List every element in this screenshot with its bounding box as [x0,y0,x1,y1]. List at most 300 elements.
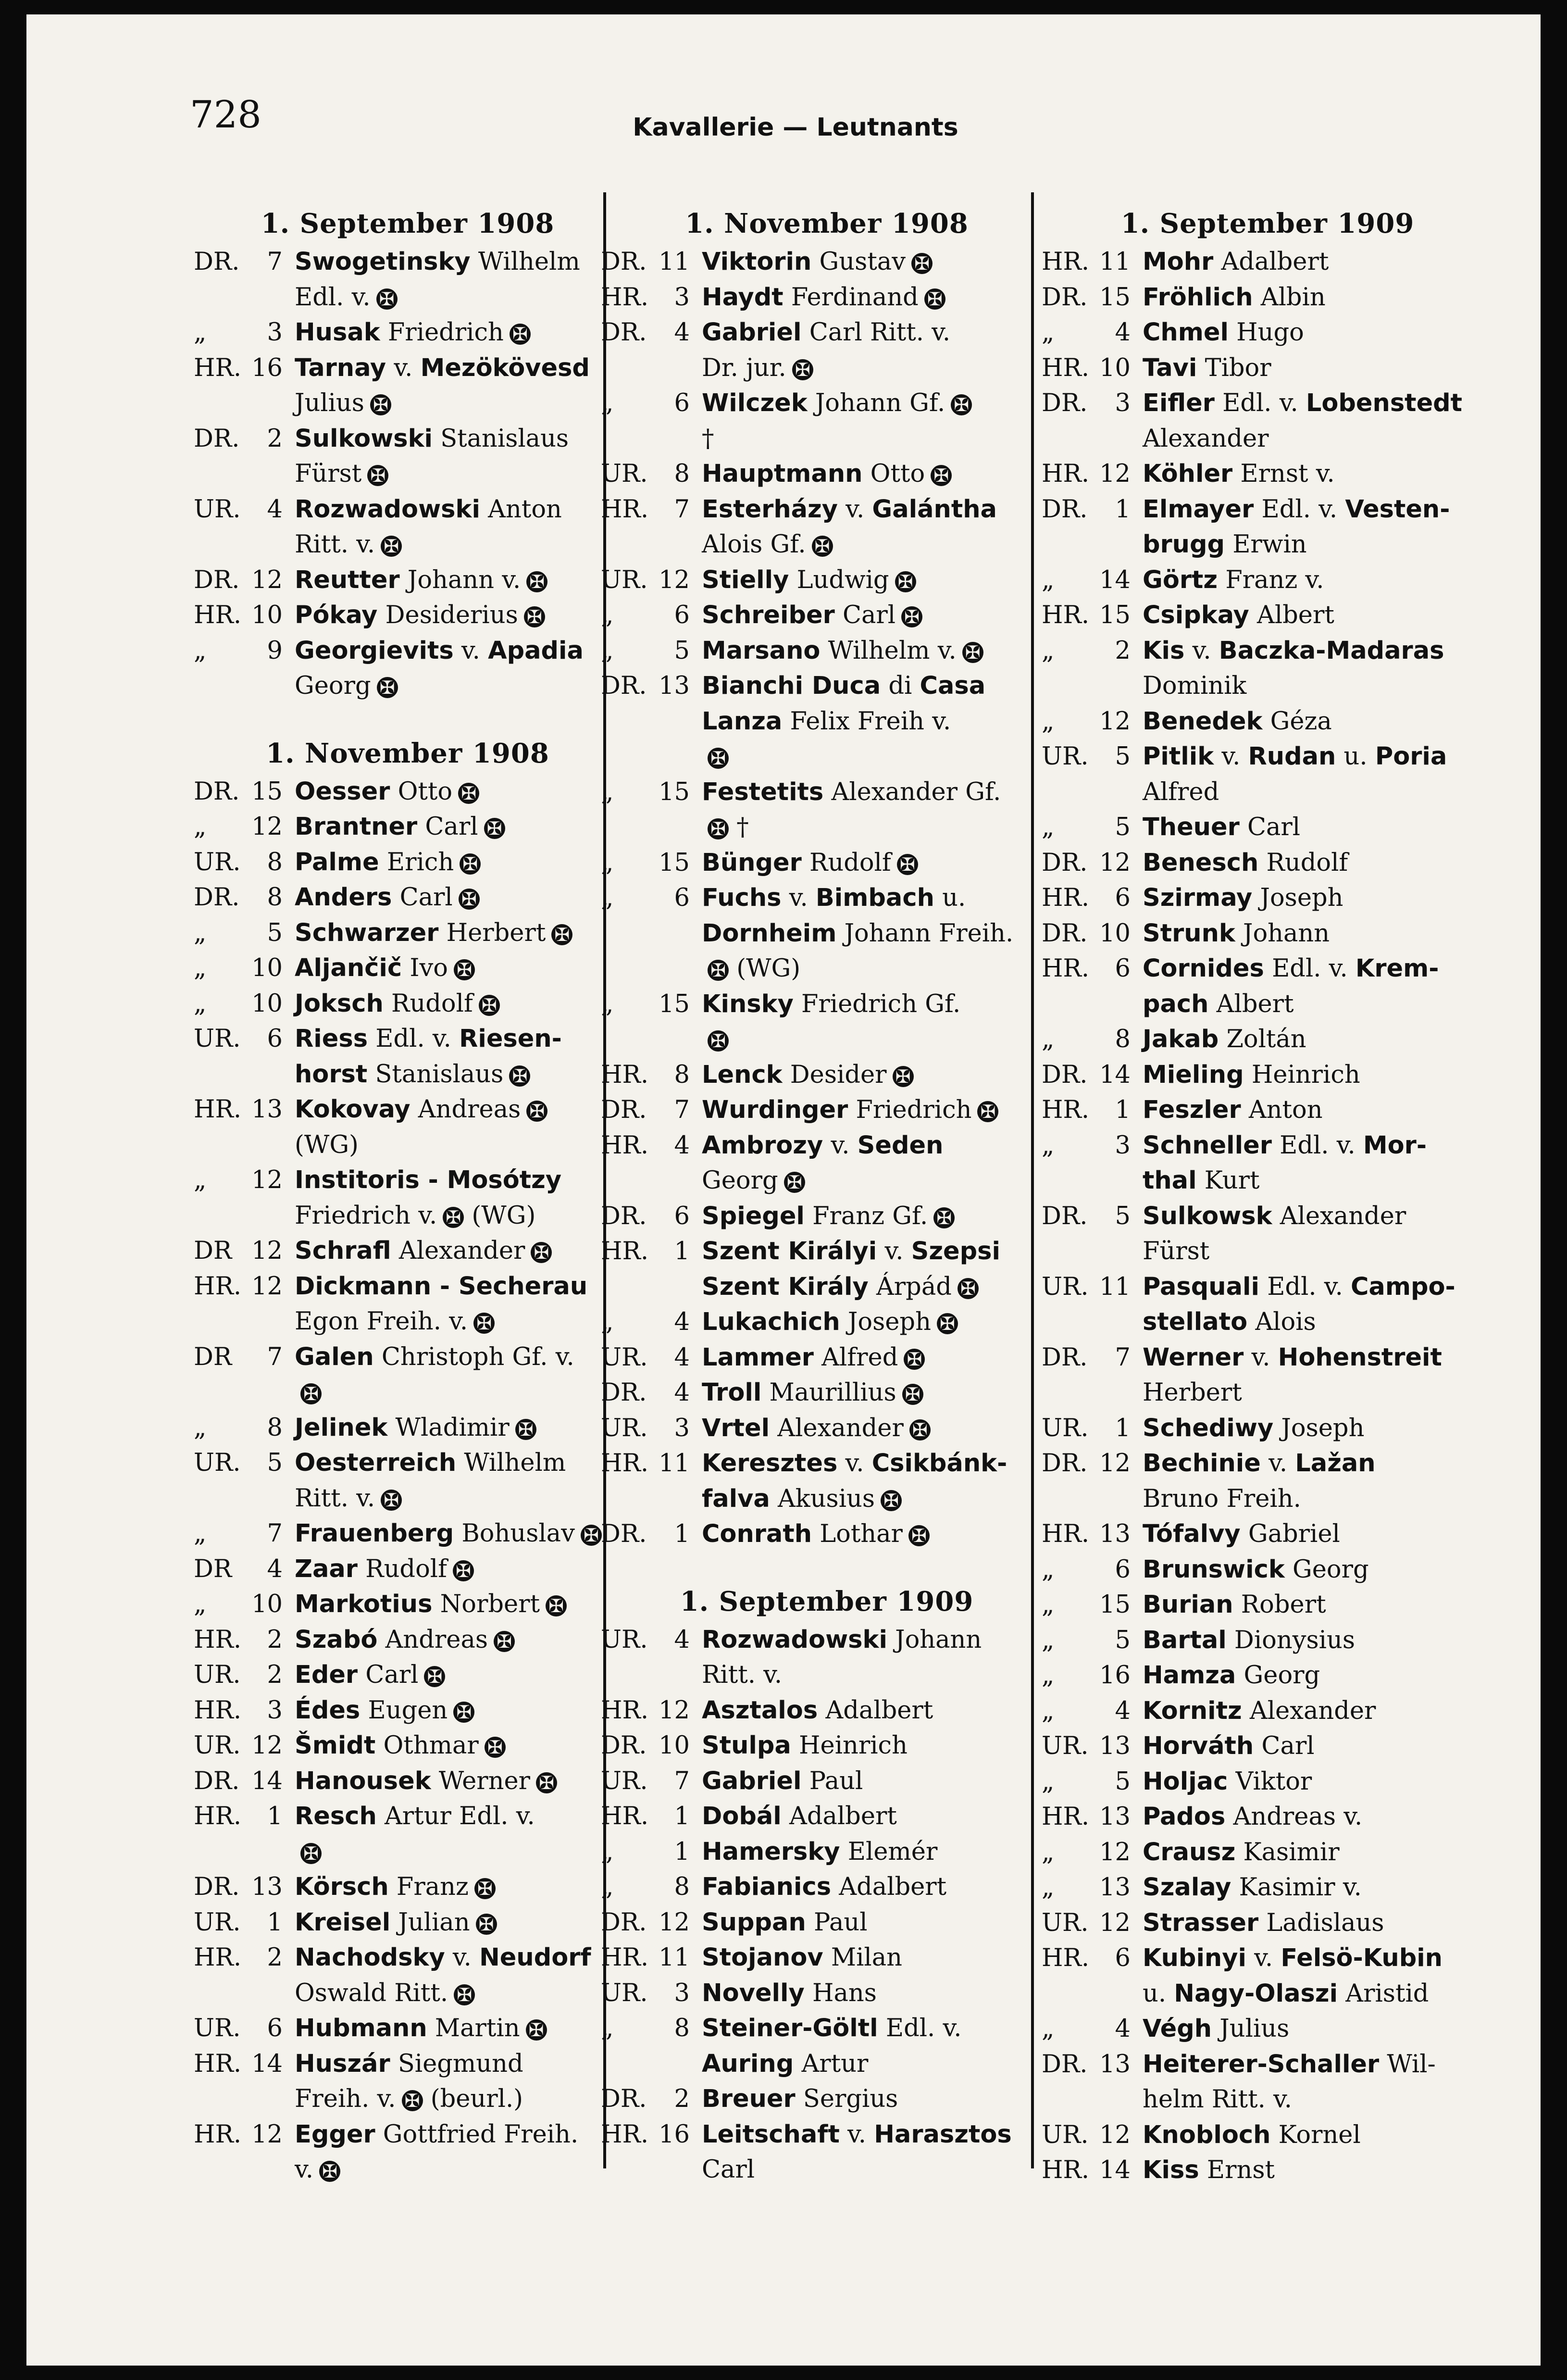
entry-text [702,248,933,276]
list-item [194,1057,622,1092]
list-item [601,704,1053,739]
list-item [194,1834,622,1870]
list-item [194,1552,622,1587]
surname: Huszár [295,2049,390,2078]
entry-text [295,248,580,276]
entry-text [1143,2121,1361,2149]
section-title: 1. November 1908 [685,208,969,239]
surname-predicate: Riesen- [459,1025,562,1053]
list-item [194,386,622,421]
decoration-cross-icon: ✠ [509,1065,530,1087]
regiment-number: 14 [1099,2156,1131,2184]
regiment-label: HR. [601,495,649,524]
entry-text [702,1943,902,1972]
surname: Oesterreich [295,1449,457,1477]
surname: Chmel [1143,318,1229,347]
list-item [194,1587,622,1622]
list-item [601,775,1053,810]
entry-detail: Aristid [1338,1979,1429,2008]
entry-detail: Kasimir [1235,1838,1340,1866]
entry-text [702,1308,958,1336]
regiment-number: 7 [1115,1343,1131,1372]
regiment-label: DR. [1042,495,1088,524]
entry-detail: Georg [1284,1555,1369,1584]
regiment-number: 2 [1115,636,1131,665]
list-item [194,527,622,563]
regiment-label: HR. [601,1449,649,1478]
list-item [194,315,622,351]
surname: Fabianics [702,1873,832,1901]
list-item [1042,1516,1493,1552]
regiment-number: 4 [674,1131,690,1160]
regiment-number: 5 [1115,1626,1131,1654]
list-item [194,1976,622,2011]
entry-detail: Herbert [438,918,546,947]
entry-detail: v. [1214,742,1248,771]
section-title: 1. September 1908 [261,208,555,239]
regiment-number: 6 [1115,1944,1131,1972]
decoration-cross-icon: ✠ [453,1560,474,1581]
entry-text [702,1767,863,1795]
entry-text [702,778,1001,806]
regiment-label: „ [1042,1626,1055,1654]
regiment-label: „ [1042,813,1055,841]
list-item [601,845,1053,881]
regiment-label: „ [601,848,614,877]
list-item [194,492,622,527]
entry-detail: Joseph [840,1308,931,1336]
regiment-number: 13 [1099,1803,1131,1831]
decoration-cross-icon: ✠ [526,2019,547,2041]
entry-detail: Joseph [1273,1414,1365,1442]
entry-detail: Ivo [402,954,448,982]
regiment-number: 12 [251,1237,283,1265]
surname: Horváth [1143,1732,1254,1760]
regiment-label: „ [1042,1767,1055,1796]
list-item [1042,668,1493,704]
list-item [194,351,622,386]
regiment-label: UR. [194,2014,241,2042]
surname: Georgievits [295,636,454,665]
entry-text [1143,1378,1242,1407]
regiment-number: 5 [267,1449,283,1477]
entry-detail: Ritt. v. [295,530,375,559]
entry-detail: Desider [782,1060,887,1089]
regiment-label: DR. [601,1378,647,1407]
regiment-number: 4 [1115,318,1131,347]
surname: Leitschaft [702,2120,840,2149]
entry-text [1143,813,1300,841]
entry-detail: Kurt [1196,1166,1260,1195]
decoration-cross-icon: ✠ [300,1843,322,1864]
entry-text [295,1696,474,1725]
surname: Lanza [702,707,783,736]
surname: Lenck [702,1060,783,1089]
entry-detail: Anton [480,495,562,524]
regiment-label: „ [1042,1555,1055,1584]
entry-detail: Herbert [1143,1378,1242,1407]
surname: Pitlik [1143,742,1214,771]
regiment-number: 7 [267,1519,283,1548]
entry-text [1143,884,1343,912]
list-item [601,1411,1053,1446]
surname: Markotius [295,1590,433,1618]
entry-text [1143,672,1246,700]
regiment-number: 12 [1099,707,1131,736]
surname: Gabriel [702,318,802,347]
list-item [601,1163,1053,1199]
surname: Eifler [1143,389,1215,417]
surname: Hubmann [295,2014,427,2042]
column-1 [194,206,622,2188]
regiment-number: 10 [251,601,283,629]
list-item [601,633,1053,669]
surname-predicate: Nagy-Olaszi [1174,1979,1338,2008]
entry-text [1143,1944,1443,1972]
regiment-label: DR. [194,1873,240,1901]
regiment-number: 2 [674,2085,690,2113]
entry-text [702,884,966,912]
entry-text [1143,1909,1384,1937]
entry-text [295,1908,497,1937]
surname: Joksch [295,989,384,1018]
list-item [1042,1163,1493,1199]
entry-text [1143,283,1326,312]
surname: Theuer [1143,813,1240,841]
entry-detail: Edl. v. [1264,954,1356,983]
list-item [601,456,1053,492]
list-item [1042,563,1493,598]
entry-text [1143,2015,1289,2043]
entry-text [295,354,590,382]
surname: Nachodsky [295,1943,445,1972]
regiment-number: 3 [674,283,690,312]
list-item [194,880,622,915]
entry-detail: Egon Freih. v. [295,1307,468,1336]
regiment-number: 11 [659,248,690,276]
regiment-number: 6 [267,1025,283,1053]
entry-text [1143,954,1439,983]
regiment-number: 4 [267,1554,283,1583]
entry-text [295,1626,515,1654]
regiment-number: 10 [1099,919,1131,948]
entry-text [295,1166,561,1194]
entry-text [295,1307,495,1336]
list-item [1042,1092,1493,1128]
surname: Kiss [1143,2156,1199,2184]
list-item [601,1092,1053,1128]
entry-detail: Albert [1249,601,1334,629]
regiment-label: „ [194,636,207,665]
regiment-label: DR. [1042,1202,1088,1230]
decoration-cross-icon: ✠ [708,748,729,769]
list-item [601,1057,1053,1093]
regiment-label: HR. [194,1943,242,1972]
entry-text [295,1202,535,1230]
regiment-number: 6 [674,1202,690,1230]
entry-detail: Fürst [295,460,362,488]
entry-detail: Artur Edl. v. [376,1802,535,1830]
list-item [601,880,1053,916]
surname: Conrath [702,1520,812,1548]
list-item [601,1940,1053,1976]
regiment-number: 13 [1099,2050,1131,2079]
list-item [601,1481,1053,1517]
entry-text [295,1519,602,1548]
regiment-label: HR. [1042,601,1090,629]
entry-text [295,318,531,347]
entry-text [1143,460,1335,488]
regiment-label: HR. [601,2120,649,2149]
decoration-cross-icon: ✠ [484,818,505,839]
entry-text [1143,1803,1362,1831]
entry-detail: Wilhelm [470,248,580,276]
regiment-number: 9 [267,636,283,665]
entry-text [1143,318,1304,347]
list-item [1042,1340,1493,1376]
entry-text [1143,389,1462,417]
entry-text [702,1378,923,1407]
surname: brugg [1143,530,1225,559]
surname-predicate: Mor- [1363,1131,1427,1160]
surname: Breuer [702,2085,796,2113]
regiment-number: 6 [1115,884,1131,912]
surname: Galen [295,1342,374,1371]
entry-text [295,1767,557,1795]
surname: Pasquali [1143,1272,1259,1301]
list-item [194,1764,622,1799]
entry-detail: Tibor [1197,353,1271,382]
regiment-label: „ [194,318,207,347]
regiment-number: 2 [267,1943,283,1972]
regiment-label: HR. [601,1060,649,1089]
regiment-label: HR. [1042,460,1090,488]
decoration-cross-icon: ✠ [931,465,952,486]
entry-text [295,1979,475,2007]
regiment-number: 15 [659,777,690,806]
surname: Heiterer-Schaller [1143,2050,1380,2079]
list-item [1042,351,1493,386]
entry-text [295,637,584,665]
surname: Suppan [702,1908,806,1937]
entry-detail: Gabriel [1240,1520,1340,1548]
regiment-label: HR. [194,353,242,382]
list-item [194,915,622,951]
regiment-number: 12 [1099,2120,1131,2149]
list-item [1042,492,1493,527]
list-item [1042,1057,1493,1093]
regiment-number: 1 [267,1802,283,1830]
regiment-label: DR [194,1237,232,1265]
regiment-number: 13 [659,672,690,700]
entry-text [1143,1555,1369,1584]
section-title: 1. September 1909 [680,1585,974,1617]
regiment-label: HR. [601,1943,649,1972]
entry-text [295,1025,562,1053]
entry-text [702,2014,961,2042]
entry-text [702,530,833,559]
entry-detail: Wladimir [387,1413,510,1442]
entry-detail: Andreas [377,1625,488,1654]
regiment-number: 12 [251,813,283,841]
regiment-number: 7 [674,1096,690,1124]
decoration-cross-icon: ✠ [402,2090,423,2111]
entry-detail: v. [823,1131,858,1160]
entry-detail: Alexander [1272,1202,1406,1230]
regiment-number: 8 [1115,1025,1131,1053]
entry-text [295,2155,340,2184]
surname: Görtz [1143,565,1218,594]
regiment-number: 3 [1115,1131,1131,1160]
list-item [1042,386,1493,421]
entry-detail: Kasimir v. [1231,1873,1362,1902]
list-item [1042,315,1493,351]
entry-detail: Rudolf [1258,848,1348,877]
entry-detail: Elemér [840,1837,938,1866]
regiment-label: UR. [601,1343,648,1372]
entry-text [295,2120,578,2149]
surname: Bünger [702,848,802,877]
regiment-label: HR. [1042,884,1090,912]
entry-detail: Edl. v. [368,1025,460,1053]
entry-detail: Johann [1235,919,1330,948]
page [26,14,1541,2366]
list-item [601,1905,1053,1941]
entry-text [1143,1237,1209,1265]
entry-text [1143,919,1330,948]
regiment-number: 8 [674,1060,690,1089]
regiment-label: DR. [1042,919,1088,948]
list-item [194,1905,622,1941]
regiment-label: UR. [1042,1908,1089,1937]
entry-detail: Viktor [1228,1767,1312,1796]
entry-detail: Johann v. [399,565,521,594]
entry-detail: Edl. v. [1271,1131,1363,1160]
entry-text [702,1696,933,1725]
regiment-number: 5 [1115,742,1131,771]
surname-predicate: Bimbach [815,884,934,912]
regiment-label: DR. [601,1520,647,1548]
surname: Steiner-Göltl [702,2014,878,2042]
entry-detail: Georg [1236,1661,1320,1690]
entry-text [702,1520,930,1548]
surname: Werner [1143,1343,1244,1372]
entry-detail: v. [295,2155,313,2184]
entry-detail: v. [839,2120,874,2149]
surname: stellato [1143,1308,1248,1336]
surname-predicate: Baczka-Madaras [1219,636,1444,665]
entry-detail: Johann Gf. [807,389,945,417]
entry-detail: Géza [1262,707,1332,736]
list-item [194,563,622,598]
surname: Hamersky [702,1837,840,1866]
entry-text [295,283,398,312]
regiment-number: 15 [659,848,690,877]
regiment-label: DR [194,1342,232,1371]
surname-predicate: Hohenstreit [1278,1343,1442,1372]
regiment-label: UR. [1042,1272,1089,1301]
entry-text [702,2155,755,2184]
regiment-label: HR. [1042,248,1090,276]
decoration-cross-icon: ✠ [510,324,531,345]
regiment-number: 7 [674,495,690,524]
entry-detail: v. [1246,1944,1281,1972]
list-item [1042,421,1493,457]
list-item [601,527,1053,563]
regiment-number: 12 [251,1272,283,1301]
list-item [1042,1729,1493,1764]
list-item [194,1657,622,1693]
surname: Lukachich [702,1308,840,1336]
decoration-cross-icon: ✠ [897,854,918,875]
surname: Reutter [295,565,400,594]
entry-detail: Carl [417,813,478,841]
surname: Ambrozy [702,1131,823,1160]
list-item [601,315,1053,351]
entry-detail: Paul [801,1766,863,1795]
entry-text [1143,1979,1429,2008]
entry-detail: Robert [1233,1591,1326,1619]
entry-detail: Stanislaus [367,1060,504,1089]
regiment-number: 15 [251,777,283,806]
decoration-cross-icon: ✠ [909,1419,931,1441]
surname: Stielly [702,565,789,594]
list-item [601,1657,1053,1693]
entry-detail: (WG) [464,1201,536,1230]
entry-text [1143,1096,1323,1124]
entry-detail: Albin [1253,283,1326,312]
entry-text [702,1414,931,1442]
list-item [1042,880,1493,916]
list-item [194,633,622,669]
regiment-label: „ [1042,1131,1055,1160]
regiment-label: HR. [194,601,242,629]
decoration-cross-icon: ✠ [526,571,547,592]
list-item [194,1198,622,1234]
list-item [1042,598,1493,633]
surname: Bartal [1143,1626,1227,1654]
regiment-label: UR. [194,1908,241,1937]
surname: Resch [295,1802,377,1830]
entry-text [295,1272,587,1301]
entry-text [1143,1485,1301,1513]
surname: Keresztes [702,1449,838,1478]
regiment-number: 4 [1115,1696,1131,1725]
entry-detail: Joseph [1252,884,1343,912]
list-item [1042,1905,1493,1941]
entry-text [1143,1732,1315,1760]
surname: Bianchi Duca [702,672,881,700]
entry-detail: Friedrich [848,1096,972,1124]
decoration-cross-icon: ✠ [904,1349,925,1370]
surname: Riess [295,1025,368,1053]
entry-detail: di [881,672,920,700]
decoration-cross-icon: ✠ [933,1207,955,1228]
surname-predicate: Casa [920,672,986,700]
surname: Mieling [1143,1060,1244,1089]
entry-text [702,1025,729,1053]
regiment-label: HR. [1042,353,1090,382]
entry-text [295,672,398,700]
surname-predicate: Campo- [1351,1272,1455,1301]
surname: Jakab [1143,1025,1219,1053]
entry-text [1143,1449,1376,1478]
regiment-number: 13 [1099,1732,1131,1760]
entry-text [702,1343,925,1372]
entry-detail: Heinrich [791,1731,908,1760]
regiment-label: DR. [1042,1449,1088,1478]
surname: Schneller [1143,1131,1272,1160]
